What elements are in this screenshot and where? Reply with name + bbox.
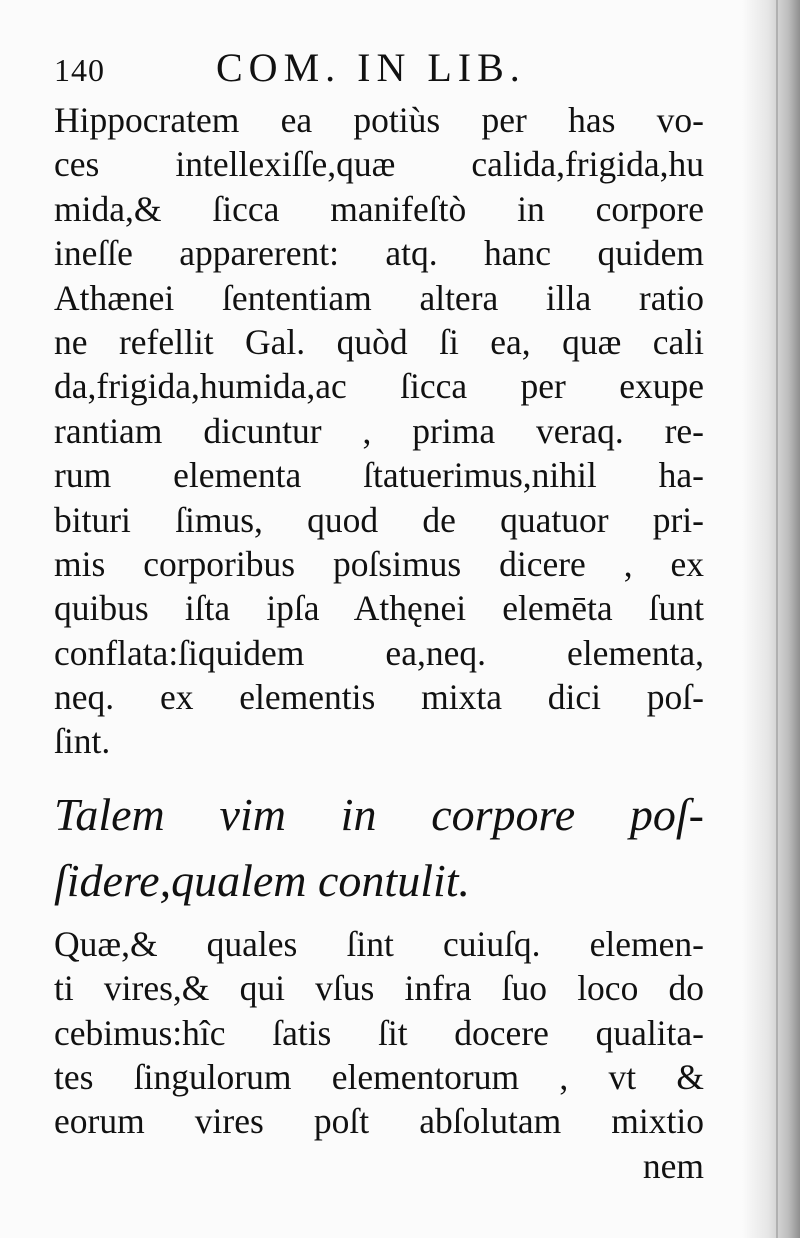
paragraph-1 (54, 98, 704, 764)
text-line: bituri ſimus, quod de quatuor pri- (54, 499, 704, 540)
text-line: ti vires,& qui vſus infra ſuo loco do (54, 968, 704, 1009)
page-number: 140 (54, 52, 105, 88)
lemma-line: ſidere,qualem contulit. (54, 854, 471, 906)
catchword-area (54, 1144, 704, 1188)
text-line: ces intellexiſſe,quæ calida,frigida,hu (54, 144, 704, 185)
page-edge-shadow (742, 0, 800, 1238)
text-line: ſint. (54, 721, 111, 762)
text-line: conflata:ſiquidem ea,neq. elementa, (54, 632, 704, 673)
text-line: neq. ex elementis mixta dici poſ- (54, 677, 704, 718)
text-line: Quæ,& quales ſint cuiuſq. elemen- (54, 923, 704, 964)
page-edge-line (776, 0, 778, 1238)
text-line: rum elementa ſtatuerimus,nihil ha- (54, 455, 704, 496)
lemma-heading (54, 782, 704, 914)
running-title: COM. IN LIB. (216, 45, 526, 90)
text-line: mida,& ſicca manifeſtò in corpore (54, 188, 704, 229)
text-line: Hippocratem ea potiùs per has vo- (54, 100, 704, 140)
text-line: quibus iſta ipſa Athęnei elemēta ſunt (54, 588, 704, 629)
text-line: eorum vires poſt abſolutam mixtio (54, 1101, 704, 1142)
text-line: mis corporibus poſsimus dicere , ex (54, 543, 704, 584)
text-line: da,frigida,humida,ac ſicca per exupe (54, 366, 704, 407)
text-line: Athænei ſententiam altera illa ratio (54, 277, 704, 318)
text-line: rantiam dicuntur , prima veraq. re- (54, 410, 704, 451)
lemma-line: Talem vim in corpore poſ- (54, 788, 704, 840)
text-block (54, 40, 704, 1188)
text-line: ineſſe apparerent: atq. hanc quidem (54, 233, 704, 274)
running-head (54, 40, 704, 98)
paragraph-2 (54, 922, 704, 1144)
text-line: tes ſingulorum elementorum , vt & (54, 1057, 704, 1098)
text-line: cebimus:hîc ſatis ſit docere qualita- (54, 1012, 704, 1053)
catchword: nem (642, 1145, 704, 1186)
text-line: ne refellit Gal. quòd ſi ea, quæ cali (54, 321, 704, 362)
